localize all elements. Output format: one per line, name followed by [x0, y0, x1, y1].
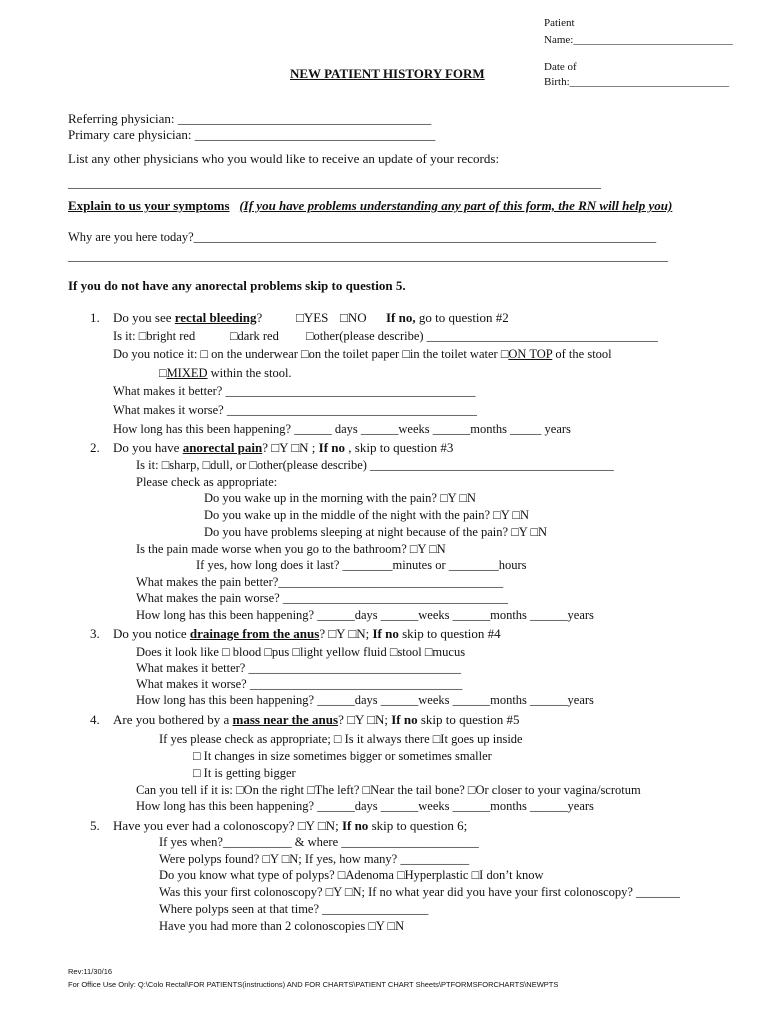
form-title: NEW PATIENT HISTORY FORM — [290, 66, 485, 81]
q4-pre: Are you bothered by a — [113, 712, 233, 727]
q2-check-label: Please check as appropriate: — [136, 475, 278, 489]
q4-ifyes-options[interactable]: If yes please check as appropriate; □ Is it always there □It goes up inside — [159, 732, 523, 746]
patient-label: Patient — [544, 17, 575, 29]
q4-number: 4. — [90, 712, 100, 727]
q2-rest: , skip to question #3 — [345, 440, 454, 455]
q5-more-than-two-option[interactable]: Have you had more than 2 colonoscopies □Y □N — [159, 919, 405, 933]
q1-other-option[interactable]: □other(please describe) _____________________________________ — [306, 329, 658, 343]
q2-wake-middle[interactable]: Do you wake up in the middle of the night with the pain? □Y □N — [204, 508, 529, 522]
q5-polyps-seen-field[interactable]: Where polyps seen at that time? _________________ — [159, 902, 429, 916]
name-line: _____________________________ — [573, 34, 733, 46]
q4-question[interactable] — [113, 712, 519, 728]
q1-mixed-word: MIXED — [166, 366, 208, 380]
q2-pre: Do you have — [113, 440, 183, 455]
q4-rest: skip to question #5 — [417, 712, 520, 727]
q3-key: drainage from the anus — [189, 626, 320, 641]
q5-question[interactable] — [113, 818, 467, 834]
birth-line: _____________________________ — [569, 76, 730, 88]
q4-key: mass near the anus — [232, 712, 339, 727]
q3-look-options[interactable]: Does it look like □ blood □pus □light yellow fluid □stool □mucus — [136, 645, 466, 659]
q4-location-options[interactable]: Can you tell if it is: □On the right □The left? □Near the tail bone? □Or closer to your vagina/scrotum — [136, 783, 641, 797]
q1-post: ? — [256, 310, 263, 325]
q3-better-field[interactable]: What makes it better? __________________________________ — [136, 661, 461, 675]
q3-howlong-field[interactable]: How long has this been happening? ______days ______weeks ______months ______years — [136, 693, 594, 707]
q1-bright-red-option[interactable]: Is it: □bright red — [113, 329, 196, 343]
q1-notice-text: Do you notice it: □ on the underwear □on the toilet paper □in the toilet water □ — [113, 347, 509, 361]
explain-note: (If you have problems understanding any part of this form, the RN will help you) — [239, 198, 673, 213]
q1-ifno — [386, 310, 509, 326]
q1-dark-red-option[interactable]: □dark red — [230, 329, 279, 343]
q1-key: rectal bleeding — [174, 310, 257, 325]
q3-ifno: If no — [372, 626, 399, 641]
q3-question[interactable] — [113, 626, 501, 642]
q1-howlong-field[interactable]: How long has this been happening? ______ days ______weeks ______months _____ years — [113, 422, 571, 436]
q2-key: anorectal pain — [182, 440, 263, 455]
q4-post: ? □Y □N; — [338, 712, 392, 727]
q1-within: within the stool. — [207, 366, 292, 380]
q2-type-options[interactable]: Is it: □sharp, □dull, or □other(please describe) _______________________________________ — [136, 458, 614, 472]
q2-worse-bathroom[interactable]: Is the pain made worse when you go to the bathroom? □Y □N — [136, 542, 446, 556]
q3-rest: skip to question #4 — [398, 626, 501, 641]
q5-when-field[interactable]: If yes when?___________ & where ______________________ — [159, 835, 479, 849]
explain-lead: Explain to us your symptoms — [68, 198, 230, 213]
q2-ifno: If no — [318, 440, 346, 455]
q1-pre: Do you see — [113, 310, 175, 325]
q2-worse-field[interactable]: What makes the pain worse? ____________________________________ — [136, 591, 508, 605]
q1-on-top: ON TOP — [508, 347, 553, 361]
date-of-birth-field[interactable] — [544, 76, 729, 89]
q1-goto: go to question #2 — [415, 310, 509, 325]
skip-note: If you do not have any anorectal problems skip to question 5. — [68, 278, 406, 293]
q2-wake-morning[interactable]: Do you wake up in the morning with the pain? □Y □N — [204, 491, 476, 505]
q2-question[interactable] — [113, 440, 453, 456]
q5-polyps-field[interactable]: Were polyps found? □Y □N; If yes, how many? ___________ — [159, 852, 470, 866]
date-of-label: Date of — [544, 61, 577, 73]
q3-number: 3. — [90, 626, 100, 641]
why-here-field[interactable]: Why are you here today?__________________________________________________________________________ — [68, 230, 657, 244]
q1-question — [113, 310, 262, 326]
q4-ifno: If no — [391, 712, 418, 727]
primary-care-physician-field[interactable]: Primary care physician: _____________________________________ — [68, 127, 436, 142]
q2-duration-field[interactable]: If yes, how long does it last? ________minutes or ________hours — [196, 558, 527, 572]
q1-mixed-option[interactable] — [159, 366, 292, 381]
patient-name-field[interactable] — [544, 34, 733, 47]
explain-symptoms-heading — [68, 198, 672, 214]
q3-post: ? □Y □N; — [319, 626, 373, 641]
q1-ifno-label: If no, — [386, 310, 416, 325]
q1-better-field[interactable]: What makes it better? ________________________________________ — [113, 384, 476, 398]
q1-worse-field[interactable]: What makes it worse? ________________________________________ — [113, 403, 477, 417]
q1-no-option[interactable]: □NO — [340, 310, 367, 325]
q5-ifno: If no — [341, 818, 369, 833]
q5-polyp-type-options[interactable]: Do you know what type of polyps? □Adenoma □Hyperplastic □I don’t know — [159, 868, 544, 882]
q4-howlong-field[interactable]: How long has this been happening? ______days ______weeks ______months ______years — [136, 799, 594, 813]
q4-bigger-option[interactable]: □ It is getting bigger — [193, 766, 296, 780]
referring-physician-field[interactable]: Referring physician: _______________________________________ — [68, 111, 432, 126]
q2-better-field[interactable]: What makes the pain better?____________________________________ — [136, 575, 504, 589]
name-label: Name: — [544, 34, 574, 46]
q3-worse-field[interactable]: What makes it worse? __________________________________ — [136, 677, 463, 691]
other-physicians-prompt: List any other physicians who you would like to receive an update of your records: — [68, 151, 500, 166]
q5-number: 5. — [90, 818, 100, 833]
q1-number: 1. — [90, 310, 100, 325]
q2-post: ? □Y □N ; — [262, 440, 319, 455]
q5-pre: Have you ever had a colonoscopy? □Y □N; — [113, 818, 342, 833]
q2-sleeping[interactable]: Do you have problems sleeping at night because of the pain? □Y □N — [204, 525, 548, 539]
q1-yes-option[interactable]: □YES — [296, 310, 329, 325]
q2-number: 2. — [90, 440, 100, 455]
why-here-line-2[interactable]: ________________________________________________________________________________________________ — [68, 249, 668, 263]
office-use-path: For Office Use Only: Q:\Colo Rectal\FOR PATIENTS(instructions) AND FOR CHARTS\PATIENT CHART Sheets\PTFORMSFORCHARTS\NEWPTS — [68, 980, 559, 989]
q4-changes-option[interactable]: □ It changes in size sometimes bigger or sometimes smaller — [193, 749, 492, 763]
q2-howlong-field[interactable]: How long has this been happening? ______days ______weeks ______months ______years — [136, 608, 594, 622]
q1-of-stool: of the stool — [552, 347, 612, 361]
birth-label: Birth: — [544, 76, 570, 88]
q5-rest: skip to question 6; — [368, 818, 468, 833]
q5-first-colonoscopy-field[interactable]: Was this your first colonoscopy? □Y □N; If no what year did you have your first colonoscopy? _______ — [159, 885, 680, 899]
q1-notice-options[interactable] — [113, 347, 612, 362]
q3-pre: Do you notice — [113, 626, 190, 641]
revision-date: Rev:11/30/16 — [68, 967, 113, 976]
q1-mixed-box: □ — [159, 366, 167, 380]
other-physicians-line[interactable]: __________________________________________________________________________________ — [68, 175, 601, 190]
